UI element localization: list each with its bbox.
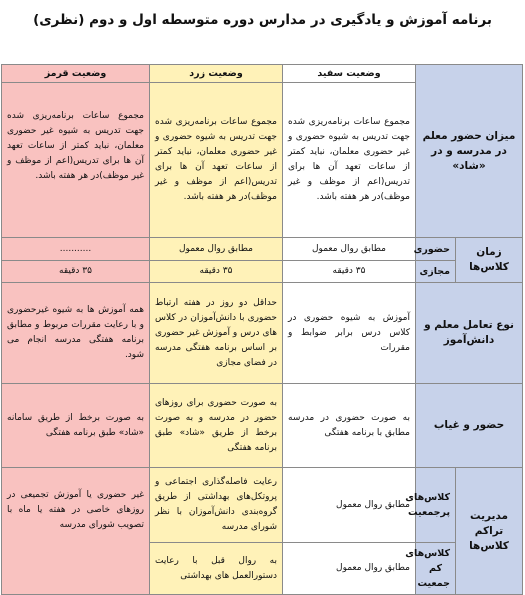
in-person-label: حضوری xyxy=(416,238,456,261)
header-yellow: وضعیت زرد xyxy=(150,65,283,83)
row-label-class-time: زمان کلاس‌ها xyxy=(456,238,523,283)
interaction-white: آموزش به شیوه حضوری در کلاس درس برابر ضوابط و مقررات xyxy=(283,283,416,384)
row-label-interaction: نوع تعامل معلم و دانش‌آموز xyxy=(416,283,523,384)
sparse-classes-label: کلاس‌های کم جمعیت xyxy=(416,543,456,595)
virtual-label: مجازی xyxy=(416,261,456,283)
attendance-rate-white: مجموع ساعات برنامه‌ریزی شده جهت تدریس به شیوه حضوری و غیر حضوری معلمان، نباید کمتر از ساعات تعهد آن ها برای تدریس(اعم از موظف و غیر موظف)در هر هفته باشد. xyxy=(283,83,416,238)
crowded-classes-label: کلاس‌های پرجمعیت xyxy=(416,468,456,543)
class-time-in-person-row xyxy=(2,238,523,261)
class-time-in-person-white: مطابق روال معمول xyxy=(283,238,416,261)
header-red: وضعیت قرمز xyxy=(2,65,150,83)
density-crowded-white: مطابق روال معمول xyxy=(283,468,416,543)
density-sparse-white: مطابق روال معمول xyxy=(283,543,416,595)
header-row xyxy=(2,65,523,83)
density-crowded-yellow: رعایت فاصله‌گذاری اجتماعی و پروتکل‌های بهداشتی از طریق گروه‌بندی دانش‌آموزان با نظر شورای مدرسه xyxy=(150,468,283,543)
interaction-yellow: حداقل دو روز در هفته ارتباط حضوری با دانش‌آموزان در کلاس های درس و آموزش غیر حضوری بر اساس برنامه هفتگی مدرسه در فضای مجازی xyxy=(150,283,283,384)
class-time-virtual-row xyxy=(2,261,523,283)
attendance-rate-red: مجموع ساعات برنامه‌ریزی شده جهت تدریس به شیوه غیر حضوری معلمان، نباید کمتر از ساعات تعهد آن ها برای تدریس(اعم از موظف و غیر موظف)در هر هفته باشد. xyxy=(2,83,150,238)
class-time-virtual-yellow: ۳۵ دقیقه xyxy=(150,261,283,283)
education-plan-table xyxy=(1,64,523,595)
interaction-red: همه آموزش ها به شیوه غیرحضوری و با رعایت مقررات مربوط و مطابق برنامه هفتگی مدرسه انجام می شود. xyxy=(2,283,150,384)
row-label-presence: حضور و غیاب xyxy=(416,384,523,468)
class-time-in-person-red: ........... xyxy=(2,238,150,261)
presence-yellow: به صورت حضوری برای روزهای حضور در مدرسه و به صورت برخط از طریق «شاد» طبق برنامه هفتگی xyxy=(150,384,283,468)
class-time-virtual-red: ۳۵ دقیقه xyxy=(2,261,150,283)
page-title: برنامه آموزش و یادگیری در مدارس دوره متوسطه اول و دوم (نظری) xyxy=(33,12,492,28)
row-label-attendance-rate: میزان حضور معلم در مدرسه و در «شاد» xyxy=(416,65,523,238)
interaction-row xyxy=(2,283,523,384)
class-time-in-person-yellow: مطابق روال معمول xyxy=(150,238,283,261)
header-white: وضعیت سفید xyxy=(283,65,416,83)
density-red: غیر حضوری یا آموزش تجمیعی در روزهای خاصی در هفته یا ماه با تصویب شورای مدرسه xyxy=(2,468,150,595)
presence-row xyxy=(2,384,523,468)
presence-red: به صورت برخط از طریق سامانه «شاد» طبق برنامه هفتگی xyxy=(2,384,150,468)
density-sparse-yellow: به روال قبل با رعایت دستورالعمل های بهداشتی xyxy=(150,543,283,595)
density-crowded-row xyxy=(2,468,523,543)
class-time-virtual-white: ۳۵ دقیقه xyxy=(283,261,416,283)
row-label-density: مدیریت تراکم کلاس‌ها xyxy=(456,468,523,595)
presence-white: به صورت حضوری در مدرسه مطابق با برنامه هفتگی xyxy=(283,384,416,468)
attendance-rate-yellow: مجموع ساعات برنامه‌ریزی شده جهت تدریس به شیوه حضوری و غیر حضوری معلمان، نباید کمتر از ساعات تعهد آن ها برای تدریس(اعم از موظف و غیر موظف)در هر هفته باشد. xyxy=(150,83,283,238)
